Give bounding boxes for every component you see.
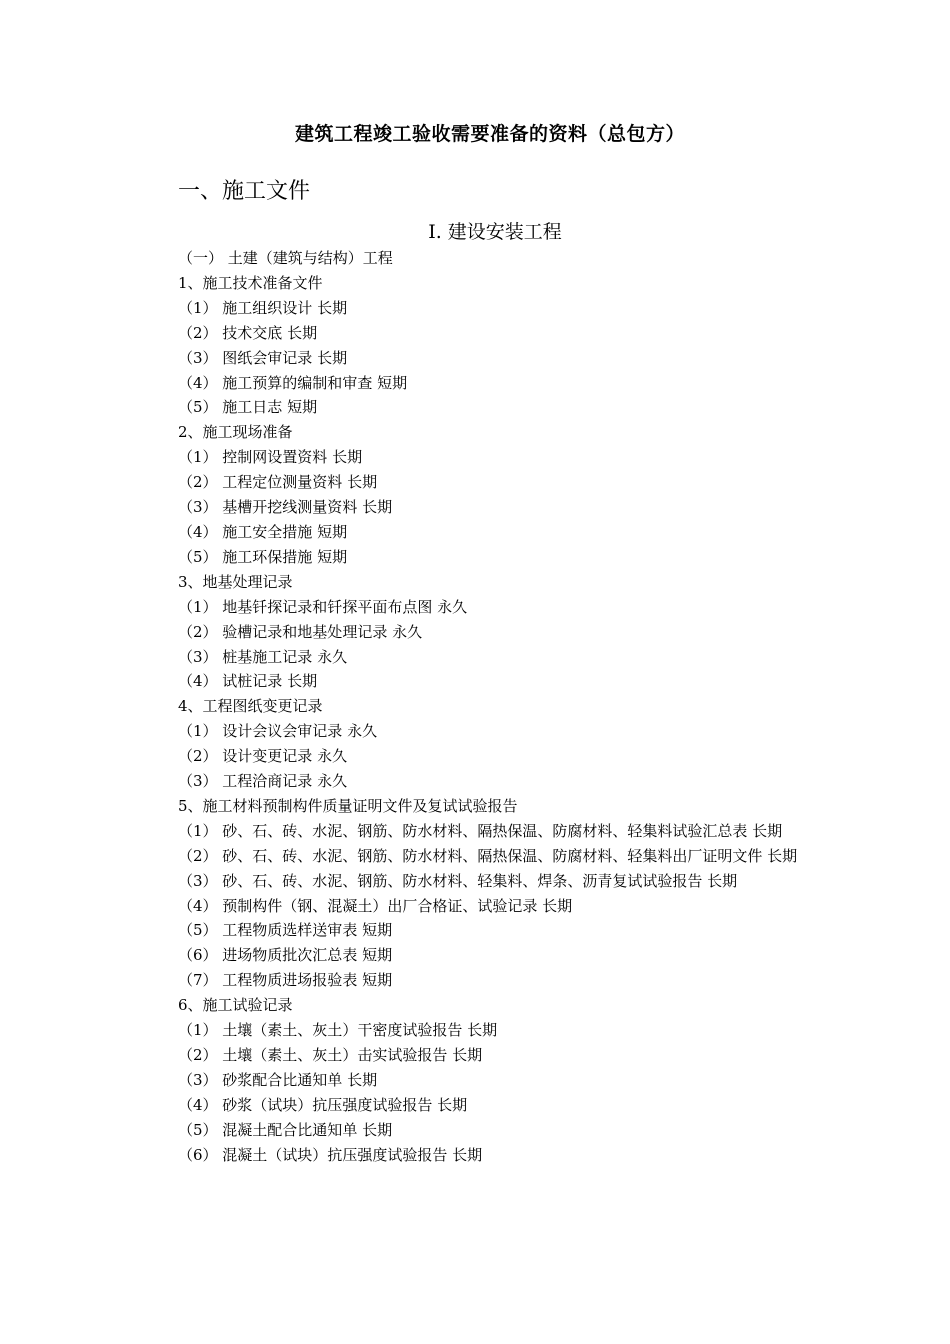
- text-line: （4） 砂浆（试块）抗压强度试验报告 长期: [178, 1095, 468, 1114]
- text-line: （5） 施工日志 短期: [178, 398, 318, 417]
- text-line: （3） 砂、石、砖、水泥、钢筋、防水材料、轻集料、焊条、沥青复试试验报告 长期: [178, 871, 738, 890]
- text-line: （3） 桩基施工记录 永久: [178, 647, 348, 666]
- text-line: （5） 混凝土配合比通知单 长期: [178, 1120, 393, 1139]
- text-line: 5、施工材料预制构件质量证明文件及复试试验报告: [178, 796, 518, 815]
- text-line: （3） 工程洽商记录 永久: [178, 772, 348, 791]
- text-line: 6、施工试验记录: [178, 996, 293, 1015]
- text-line: （3） 砂浆配合比通知单 长期: [178, 1070, 378, 1089]
- document-title: 建筑工程竣工验收需要准备的资料（总包方）: [294, 123, 685, 145]
- text-line: （1） 控制网设置资料 长期: [178, 448, 363, 467]
- text-line: （1） 施工组织设计 长期: [178, 298, 348, 317]
- text-line: （2） 工程定位测量资料 长期: [178, 473, 378, 492]
- text-line: （6） 混凝土（试块）抗压强度试验报告 长期: [178, 1145, 483, 1164]
- text-line: （1） 设计会议会审记录 永久: [178, 722, 378, 741]
- text-line: （2） 设计变更记录 永久: [178, 747, 348, 766]
- text-line: （1） 地基钎探记录和钎探平面布点图 永久: [178, 597, 468, 616]
- text-line: （4） 预制构件（钢、混凝土）出厂合格证、试验记录 长期: [178, 896, 573, 915]
- text-line: （5） 施工环保措施 短期: [178, 547, 348, 566]
- text-line: 3、地基处理记录: [178, 572, 293, 591]
- text-line: 1、施工技术准备文件: [178, 273, 323, 292]
- sub-heading: Ⅰ. 建设安装工程: [428, 221, 562, 243]
- document-body: [178, 246, 810, 1168]
- section-heading: 一、施工文件: [178, 179, 311, 204]
- text-line: （2） 砂、石、砖、水泥、钢筋、防水材料、隔热保温、防腐材料、轻集料出厂证明文件 长期: [178, 846, 798, 865]
- text-line: （3） 图纸会审记录 长期: [178, 348, 348, 367]
- text-line: （4） 施工预算的编制和审查 短期: [178, 373, 408, 392]
- text-line: （2） 验槽记录和地基处理记录 永久: [178, 622, 423, 641]
- text-line: （2） 技术交底 长期: [178, 323, 318, 342]
- text-line: （1） 土壤（素土、灰土）干密度试验报告 长期: [178, 1021, 498, 1040]
- text-line: （一） 土建（建筑与结构）工程: [178, 249, 393, 267]
- text-line: （3） 基槽开挖线测量资料 长期: [178, 498, 393, 517]
- text-line: （2） 土壤（素土、灰土）击实试验报告 长期: [178, 1046, 483, 1064]
- text-line: 2、施工现场准备: [178, 423, 293, 442]
- text-line: （4） 施工安全措施 短期: [178, 522, 348, 541]
- text-line: （1） 砂、石、砖、水泥、钢筋、防水材料、隔热保温、防腐材料、轻集料试验汇总表 长期: [178, 821, 783, 840]
- text-line: （6） 进场物质批次汇总表 短期: [178, 946, 393, 965]
- text-line: （5） 工程物质选样送审表 短期: [178, 921, 393, 940]
- text-line: （7） 工程物质进场报验表 短期: [178, 971, 393, 990]
- text-line: 4、工程图纸变更记录: [178, 697, 323, 716]
- text-line: （4） 试桩记录 长期: [178, 672, 318, 691]
